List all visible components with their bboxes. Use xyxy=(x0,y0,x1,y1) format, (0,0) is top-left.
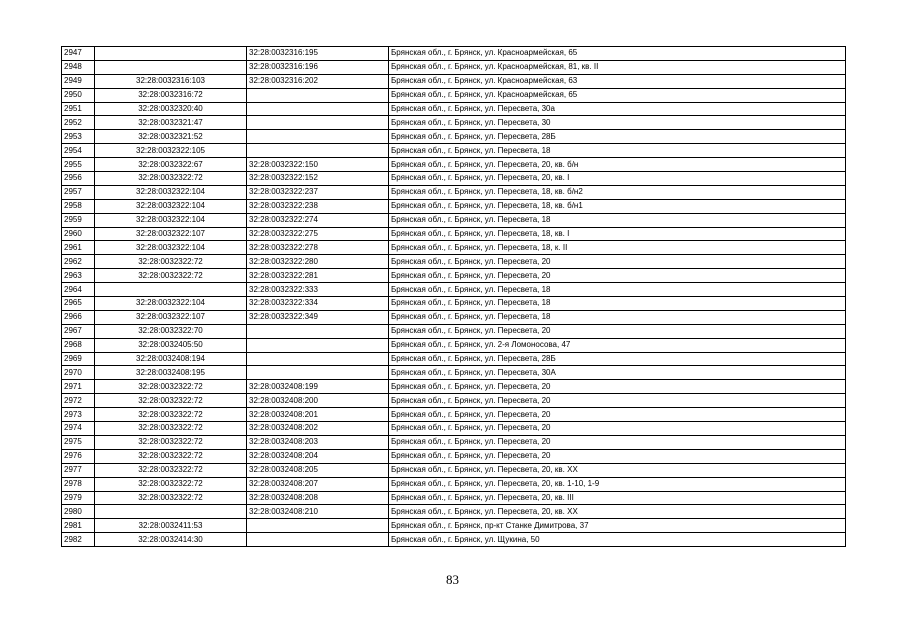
table-row xyxy=(62,310,846,324)
cadastral-number-cell: 32:28:0032321:52 xyxy=(95,130,247,144)
cadastral-number-cell: 32:28:0032322:104 xyxy=(95,297,247,311)
table-row xyxy=(62,213,846,227)
table-row xyxy=(62,422,846,436)
row-number-cell: 2971 xyxy=(62,380,95,394)
address-cell: Брянская обл., г. Брянск, ул. Пересвета, 18 xyxy=(389,297,846,311)
new-cadastral-number-cell xyxy=(247,533,389,547)
cadastral-number-cell: 32:28:0032408:195 xyxy=(95,366,247,380)
row-number-cell: 2948 xyxy=(62,60,95,74)
table-row xyxy=(62,505,846,519)
new-cadastral-number-cell: 32:28:0032322:275 xyxy=(247,227,389,241)
new-cadastral-number-cell: 32:28:0032322:281 xyxy=(247,269,389,283)
address-cell: Брянская обл., г. Брянск, ул. Пересвета, 20 xyxy=(389,380,846,394)
new-cadastral-number-cell: 32:28:0032322:150 xyxy=(247,158,389,172)
table-row xyxy=(62,102,846,116)
new-cadastral-number-cell: 32:28:0032408:203 xyxy=(247,435,389,449)
row-number-cell: 2957 xyxy=(62,185,95,199)
new-cadastral-number-cell: 32:28:0032322:334 xyxy=(247,297,389,311)
cadastral-number-cell: 32:28:0032322:107 xyxy=(95,310,247,324)
new-cadastral-number-cell xyxy=(247,130,389,144)
row-number-cell: 2963 xyxy=(62,269,95,283)
address-cell: Брянская обл., г. Брянск, ул. Пересвета, 20 xyxy=(389,435,846,449)
row-number-cell: 2949 xyxy=(62,74,95,88)
cadastral-number-cell: 32:28:0032322:72 xyxy=(95,491,247,505)
cadastral-number-cell xyxy=(95,283,247,297)
cadastral-number-cell: 32:28:0032322:104 xyxy=(95,185,247,199)
cadastral-number-cell: 32:28:0032322:107 xyxy=(95,227,247,241)
table-row xyxy=(62,519,846,533)
row-number-cell: 2956 xyxy=(62,172,95,186)
new-cadastral-number-cell: 32:28:0032322:274 xyxy=(247,213,389,227)
table-row xyxy=(62,227,846,241)
table-row xyxy=(62,47,846,61)
address-cell: Брянская обл., г. Брянск, ул. Пересвета, 30А xyxy=(389,366,846,380)
address-cell: Брянская обл., г. Брянск, ул. Пересвета, 18 xyxy=(389,213,846,227)
address-cell: Брянская обл., г. Брянск, ул. Пересвета, 20, кв. III xyxy=(389,491,846,505)
table-row xyxy=(62,463,846,477)
address-cell: Брянская обл., г. Брянск, ул. Красноармейская, 81, кв. II xyxy=(389,60,846,74)
table-row xyxy=(62,491,846,505)
row-number-cell: 2958 xyxy=(62,199,95,213)
new-cadastral-number-cell: 32:28:0032408:199 xyxy=(247,380,389,394)
cadastral-number-cell: 32:28:0032322:104 xyxy=(95,199,247,213)
table-row xyxy=(62,185,846,199)
new-cadastral-number-cell: 32:28:0032322:152 xyxy=(247,172,389,186)
new-cadastral-number-cell: 32:28:0032408:200 xyxy=(247,394,389,408)
table-row xyxy=(62,297,846,311)
cadastral-number-cell: 32:28:0032320:40 xyxy=(95,102,247,116)
new-cadastral-number-cell xyxy=(247,366,389,380)
table-row xyxy=(62,394,846,408)
new-cadastral-number-cell: 32:28:0032322:349 xyxy=(247,310,389,324)
new-cadastral-number-cell: 32:28:0032322:238 xyxy=(247,199,389,213)
address-cell: Брянская обл., г. Брянск, ул. Пересвета, 30 xyxy=(389,116,846,130)
table-row xyxy=(62,324,846,338)
new-cadastral-number-cell xyxy=(247,144,389,158)
new-cadastral-number-cell xyxy=(247,116,389,130)
cadastral-number-cell: 32:28:0032322:72 xyxy=(95,394,247,408)
new-cadastral-number-cell: 32:28:0032408:208 xyxy=(247,491,389,505)
cadastral-number-cell: 32:28:0032408:194 xyxy=(95,352,247,366)
address-cell: Брянская обл., г. Брянск, ул. Пересвета, 18, кв. I xyxy=(389,227,846,241)
row-number-cell: 2955 xyxy=(62,158,95,172)
new-cadastral-number-cell xyxy=(247,338,389,352)
cadastral-number-cell: 32:28:0032322:72 xyxy=(95,269,247,283)
table-row xyxy=(62,352,846,366)
address-cell: Брянская обл., г. Брянск, ул. Пересвета, 20, кв. б/н xyxy=(389,158,846,172)
address-cell: Брянская обл., г. Брянск, ул. 2-я Ломоносова, 47 xyxy=(389,338,846,352)
table-row xyxy=(62,255,846,269)
address-cell: Брянская обл., г. Брянск, ул. Красноармейская, 63 xyxy=(389,74,846,88)
row-number-cell: 2974 xyxy=(62,422,95,436)
address-cell: Брянская обл., г. Брянск, ул. Пересвета, 18 xyxy=(389,144,846,158)
cadastral-number-cell: 32:28:0032322:70 xyxy=(95,324,247,338)
address-cell: Брянская обл., г. Брянск, ул. Пересвета, 20 xyxy=(389,408,846,422)
cadastral-number-cell xyxy=(95,60,247,74)
table-row xyxy=(62,449,846,463)
table-row xyxy=(62,477,846,491)
row-number-cell: 2952 xyxy=(62,116,95,130)
new-cadastral-number-cell xyxy=(247,324,389,338)
table-row xyxy=(62,435,846,449)
row-number-cell: 2966 xyxy=(62,310,95,324)
new-cadastral-number-cell xyxy=(247,519,389,533)
row-number-cell: 2953 xyxy=(62,130,95,144)
new-cadastral-number-cell: 32:28:0032408:204 xyxy=(247,449,389,463)
row-number-cell: 2980 xyxy=(62,505,95,519)
new-cadastral-number-cell: 32:28:0032322:278 xyxy=(247,241,389,255)
row-number-cell: 2950 xyxy=(62,88,95,102)
cadastral-number-cell: 32:28:0032322:72 xyxy=(95,422,247,436)
cadastral-number-cell: 32:28:0032316:72 xyxy=(95,88,247,102)
address-cell: Брянская обл., г. Брянск, ул. Пересвета, 18, кв. б/н2 xyxy=(389,185,846,199)
table-row xyxy=(62,144,846,158)
row-number-cell: 2978 xyxy=(62,477,95,491)
address-cell: Брянская обл., г. Брянск, ул. Пересвета, 30а xyxy=(389,102,846,116)
table-row xyxy=(62,199,846,213)
row-number-cell: 2965 xyxy=(62,297,95,311)
cadastral-number-cell: 32:28:0032322:105 xyxy=(95,144,247,158)
cadastral-number-cell xyxy=(95,47,247,61)
table-row xyxy=(62,60,846,74)
address-cell: Брянская обл., г. Брянск, ул. Пересвета, 20, кв. I xyxy=(389,172,846,186)
new-cadastral-number-cell: 32:28:0032408:202 xyxy=(247,422,389,436)
address-cell: Брянская обл., г. Брянск, ул. Пересвета, 18 xyxy=(389,283,846,297)
address-cell: Брянская обл., г. Брянск, ул. Пересвета, 18, к. II xyxy=(389,241,846,255)
cadastral-number-cell: 32:28:0032322:67 xyxy=(95,158,247,172)
table-row xyxy=(62,338,846,352)
address-cell: Брянская обл., г. Брянск, ул. Пересвета, 20 xyxy=(389,394,846,408)
table-row xyxy=(62,88,846,102)
new-cadastral-number-cell: 32:28:0032408:201 xyxy=(247,408,389,422)
cadastral-number-cell: 32:28:0032411:53 xyxy=(95,519,247,533)
cadastral-number-cell: 32:28:0032322:104 xyxy=(95,213,247,227)
cadastral-number-cell: 32:28:0032322:72 xyxy=(95,380,247,394)
address-cell: Брянская обл., г. Брянск, ул. Пересвета, 28Б xyxy=(389,130,846,144)
row-number-cell: 2962 xyxy=(62,255,95,269)
row-number-cell: 2973 xyxy=(62,408,95,422)
table-row xyxy=(62,408,846,422)
address-cell: Брянская обл., г. Брянск, ул. Пересвета, 20 xyxy=(389,269,846,283)
row-number-cell: 2981 xyxy=(62,519,95,533)
row-number-cell: 2960 xyxy=(62,227,95,241)
address-cell: Брянская обл., г. Брянск, ул. Пересвета, 20, кв. 1-10, 1-9 xyxy=(389,477,846,491)
new-cadastral-number-cell xyxy=(247,102,389,116)
address-cell: Брянская обл., г. Брянск, ул. Пересвета, 20, кв. XX xyxy=(389,463,846,477)
table-row xyxy=(62,283,846,297)
new-cadastral-number-cell: 32:28:0032316:195 xyxy=(247,47,389,61)
new-cadastral-number-cell: 32:28:0032322:237 xyxy=(247,185,389,199)
address-cell: Брянская обл., г. Брянск, пр-кт Станке Димитрова, 37 xyxy=(389,519,846,533)
row-number-cell: 2972 xyxy=(62,394,95,408)
row-number-cell: 2977 xyxy=(62,463,95,477)
address-cell: Брянская обл., г. Брянск, ул. Пересвета, 20 xyxy=(389,255,846,269)
cadastral-number-cell xyxy=(95,505,247,519)
cadastral-number-cell: 32:28:0032322:72 xyxy=(95,408,247,422)
row-number-cell: 2959 xyxy=(62,213,95,227)
address-cell: Брянская обл., г. Брянск, ул. Красноармейская, 65 xyxy=(389,88,846,102)
new-cadastral-number-cell: 32:28:0032322:333 xyxy=(247,283,389,297)
table-row xyxy=(62,366,846,380)
new-cadastral-number-cell: 32:28:0032408:210 xyxy=(247,505,389,519)
row-number-cell: 2961 xyxy=(62,241,95,255)
page-number: 83 xyxy=(446,572,459,587)
new-cadastral-number-cell: 32:28:0032316:202 xyxy=(247,74,389,88)
cadastral-number-cell: 32:28:0032405:50 xyxy=(95,338,247,352)
address-cell: Брянская обл., г. Брянск, ул. Пересвета, 20 xyxy=(389,422,846,436)
cadastral-number-cell: 32:28:0032322:104 xyxy=(95,241,247,255)
row-number-cell: 2954 xyxy=(62,144,95,158)
row-number-cell: 2968 xyxy=(62,338,95,352)
table-row xyxy=(62,74,846,88)
row-number-cell: 2982 xyxy=(62,533,95,547)
cadastral-number-cell: 32:28:0032322:72 xyxy=(95,477,247,491)
address-cell: Брянская обл., г. Брянск, ул. Пересвета, 20 xyxy=(389,449,846,463)
table-row xyxy=(62,158,846,172)
table-row xyxy=(62,241,846,255)
new-cadastral-number-cell: 32:28:0032408:207 xyxy=(247,477,389,491)
cadastral-number-cell: 32:28:0032322:72 xyxy=(95,449,247,463)
address-cell: Брянская обл., г. Брянск, ул. Пересвета, 28Б xyxy=(389,352,846,366)
address-cell: Брянская обл., г. Брянск, ул. Щукина, 50 xyxy=(389,533,846,547)
table-row xyxy=(62,130,846,144)
cadastral-number-cell: 32:28:0032322:72 xyxy=(95,463,247,477)
address-cell: Брянская обл., г. Брянск, ул. Пересвета, 18 xyxy=(389,310,846,324)
cadastral-number-cell: 32:28:0032321:47 xyxy=(95,116,247,130)
table-row xyxy=(62,116,846,130)
table-row xyxy=(62,380,846,394)
cadastral-number-cell: 32:28:0032322:72 xyxy=(95,255,247,269)
address-cell: Брянская обл., г. Брянск, ул. Пересвета, 18, кв. б/н1 xyxy=(389,199,846,213)
table-row xyxy=(62,269,846,283)
registry-table xyxy=(61,46,846,547)
table-row xyxy=(62,172,846,186)
cadastral-number-cell: 32:28:0032316:103 xyxy=(95,74,247,88)
new-cadastral-number-cell: 32:28:0032408:205 xyxy=(247,463,389,477)
new-cadastral-number-cell: 32:28:0032316:196 xyxy=(247,60,389,74)
cadastral-number-cell: 32:28:0032322:72 xyxy=(95,435,247,449)
row-number-cell: 2975 xyxy=(62,435,95,449)
cadastral-number-cell: 32:28:0032414:30 xyxy=(95,533,247,547)
row-number-cell: 2947 xyxy=(62,47,95,61)
new-cadastral-number-cell xyxy=(247,352,389,366)
row-number-cell: 2976 xyxy=(62,449,95,463)
table-row xyxy=(62,533,846,547)
address-cell: Брянская обл., г. Брянск, ул. Красноармейская, 65 xyxy=(389,47,846,61)
address-cell: Брянская обл., г. Брянск, ул. Пересвета, 20, кв. XX xyxy=(389,505,846,519)
new-cadastral-number-cell: 32:28:0032322:280 xyxy=(247,255,389,269)
new-cadastral-number-cell xyxy=(247,88,389,102)
row-number-cell: 2970 xyxy=(62,366,95,380)
row-number-cell: 2967 xyxy=(62,324,95,338)
row-number-cell: 2951 xyxy=(62,102,95,116)
row-number-cell: 2964 xyxy=(62,283,95,297)
row-number-cell: 2979 xyxy=(62,491,95,505)
registry-table-body xyxy=(62,47,846,547)
row-number-cell: 2969 xyxy=(62,352,95,366)
address-cell: Брянская обл., г. Брянск, ул. Пересвета, 20 xyxy=(389,324,846,338)
cadastral-number-cell: 32:28:0032322:72 xyxy=(95,172,247,186)
